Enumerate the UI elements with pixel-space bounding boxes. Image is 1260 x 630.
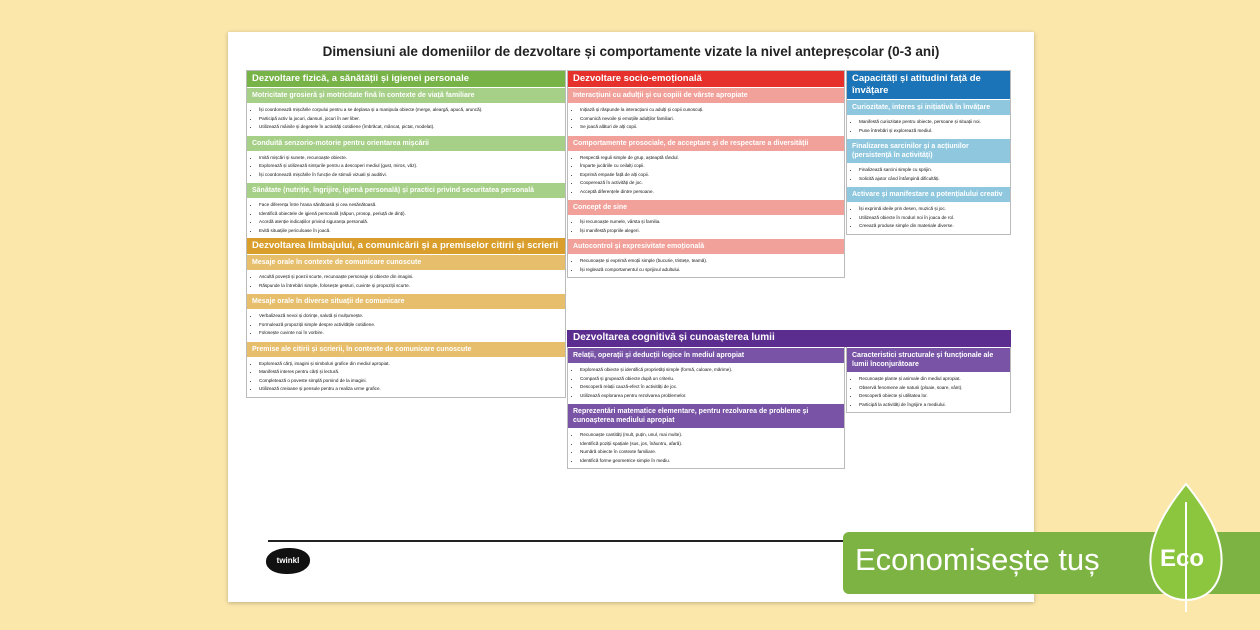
eco-badge: Eco xyxy=(1160,545,1205,572)
bullet-item: • Exprimă empatie față de alți copii. xyxy=(580,171,839,178)
bullet-list xyxy=(247,151,565,183)
column-2 xyxy=(567,70,845,278)
section-subheader: Mesaje orale în diverse situații de comunicare xyxy=(247,293,565,309)
section-subheader: Reprezentări matematice elementare, pentru rezolvarea de probleme și cunoașterea mediului apropiat xyxy=(568,403,844,428)
bullet-item: • Cooperează în activități de joc. xyxy=(580,179,839,186)
bullet-list xyxy=(247,357,565,397)
domain-header: Dezvoltare socio-emoțională xyxy=(568,71,844,87)
bullet-item: • Compară și grupează obiecte după un criteriu. xyxy=(580,375,839,382)
bullet-item: • Utilizează obiecte în moduri noi în joaca de rol. xyxy=(859,214,1005,221)
worksheet-preview xyxy=(228,32,1034,602)
domain-header: Capacități și atitudini față de învățare xyxy=(847,71,1010,99)
column-3 xyxy=(846,70,1011,235)
bullet-item: • Numără obiecte în contexte familiare. xyxy=(580,448,839,455)
bullet-item: • Pune întrebări și explorează mediul. xyxy=(859,127,1005,134)
bullet-list xyxy=(568,215,844,238)
bullet-item: • Își exprimă ideile prin desen, muzică și joc. xyxy=(859,205,1005,212)
bullet-item: • Evită situațiile periculoase în joacă. xyxy=(259,227,560,234)
bullet-item: • Își coordonează mișcările în funcție de stimuli vizuali și auditivi. xyxy=(259,171,560,178)
bullet-item: • Recunoaște cantități (mult, puțin, unul, mai multe). xyxy=(580,431,839,438)
bullet-item: • Descoperă relații cauză-efect în activități de joc. xyxy=(580,383,839,390)
eco-banner-label: Economisește tuș xyxy=(855,542,1100,577)
bullet-item: • Împarte jucăriile cu ceilalți copii. xyxy=(580,162,839,169)
section-subheader: Premise ale citirii și scrierii, în contexte de comunicare cunoscute xyxy=(247,341,565,357)
bullet-item: • Finalizează sarcini simple cu sprijin. xyxy=(859,166,1005,173)
bullet-item: • Formulează propoziții simple despre activitățile cotidiene. xyxy=(259,321,560,328)
bullet-list xyxy=(247,309,565,341)
bullet-item: • Observă fenomene ale naturii (ploaie, soare, vânt). xyxy=(859,384,1005,391)
cognitive-left xyxy=(567,347,845,469)
bullet-item: • Folosește cuvinte noi în vorbire. xyxy=(259,329,560,336)
bullet-list xyxy=(247,270,565,293)
bullet-list xyxy=(568,428,844,468)
bullet-item: • Recunoaște plante și animale din mediul apropiat. xyxy=(859,375,1005,382)
bullet-list xyxy=(847,372,1010,412)
bullet-item: • Își reglează comportamentul cu sprijinul adultului. xyxy=(580,266,839,273)
bullet-item: • Identifică forme geometrice simple în mediu. xyxy=(580,457,839,464)
section-subheader: Finalizarea sarcinilor și a acțiunilor (persistență în activități) xyxy=(847,138,1010,163)
bullet-list xyxy=(847,202,1010,234)
column-1 xyxy=(246,70,566,398)
bullet-item: • Utilizează mâinile și degetele în activități cotidiene (îmbrăcat, mâncat, pictat, modelat). xyxy=(259,123,560,130)
bullet-item: • Participă activ la jocuri, dansuri, jocuri în aer liber. xyxy=(259,115,560,122)
bullet-item: • Face diferența între hrana sănătoasă și cea nesănătoasă. xyxy=(259,201,560,208)
bullet-list xyxy=(568,103,844,135)
section-subheader: Caracteristici structurale și funcționale ale lumii înconjurătoare xyxy=(847,347,1010,372)
section-subheader: Concept de sine xyxy=(568,199,844,215)
bullet-item: • Comunică nevoile și emoțiile adulților familiari. xyxy=(580,115,839,122)
bullet-item: • Descoperă obiecte și utilitatea lor. xyxy=(859,392,1005,399)
section-subheader: Sănătate (nutriție, îngrijire, igienă personală) și practici privind securitatea personală xyxy=(247,182,565,198)
bullet-item: • Solicită ajutor când întâmpină dificultăți. xyxy=(859,175,1005,182)
section-subheader: Interacțiuni cu adulții și cu copiii de vârste apropiate xyxy=(568,87,844,103)
twinkl-logo: twinkl xyxy=(266,548,310,574)
bullet-item: • Inițiază și răspunde la interacțiuni cu adulți și copii cunoscuți. xyxy=(580,106,839,113)
bullet-item: • Își manifestă propriile alegeri. xyxy=(580,227,839,234)
section-subheader: Autocontrol și expresivitate emoțională xyxy=(568,238,844,254)
bullet-item: • Își coordonează mișcările corpului pentru a se deplasa și a manipula obiecte (merge, aleargă, apucă, aruncă). xyxy=(259,106,560,113)
worksheet-title: Dimensiuni ale domeniilor de dezvoltare și comportamente vizate la nivel antepreșcolar (0-3 ani) xyxy=(322,44,940,59)
bullet-item: • Recunoaște și exprimă emoții simple (bucurie, tristețe, teamă). xyxy=(580,257,839,264)
bullet-item: • Explorează obiecte și identifică proprietăți simple (formă, culoare, mărime). xyxy=(580,366,839,373)
cognitive-right xyxy=(846,347,1011,413)
bullet-item: • Imită mișcări și sunete, recunoaște obiecte. xyxy=(259,154,560,161)
bullet-item: • Utilizează creioane și pensule pentru a realiza urme grafice. xyxy=(259,385,560,392)
bullet-item: • Acordă atenție indicațiilor privind siguranța personală. xyxy=(259,218,560,225)
domain-header: Dezvoltarea limbajului, a comunicării și a premiselor citirii și scrierii xyxy=(247,238,565,254)
bullet-item: • Ascultă povești și poezii scurte, recunoaște personaje și obiecte din imagini. xyxy=(259,273,560,280)
bullet-item: • Creează produse simple din materiale diverse. xyxy=(859,222,1005,229)
bullet-item: • Manifestă interes pentru cărți și lectură. xyxy=(259,368,560,375)
bullet-list xyxy=(247,103,565,135)
bullet-list xyxy=(847,115,1010,138)
section-subheader: Motricitate grosieră și motricitate fină în contexte de viață familiare xyxy=(247,87,565,103)
bullet-item: • Utilizează explorarea pentru rezolvarea problemelor. xyxy=(580,392,839,399)
bullet-item: • Acceptă diferențele dintre persoane. xyxy=(580,188,839,195)
section-subheader: Curiozitate, interes și inițiativă în învățare xyxy=(847,99,1010,115)
bullet-item: • Identifică poziții spațiale (sus, jos, înăuntru, afară). xyxy=(580,440,839,447)
bullet-list xyxy=(568,363,844,403)
bullet-item: • Manifestă curiozitate pentru obiecte, persoane și situații noi. xyxy=(859,118,1005,125)
cognitive-header: Dezvoltarea cognitivă și cunoașterea lumii xyxy=(567,330,1011,347)
bullet-item: • Participă la activități de îngrijire a mediului. xyxy=(859,401,1005,408)
bullet-item: • Se joacă alături de alți copii. xyxy=(580,123,839,130)
section-subheader: Relații, operații și deducții logice în mediul apropiat xyxy=(568,347,844,363)
bullet-item: • Explorează și utilizează simțurile pentru a descoperi mediul (gust, miros, văz). xyxy=(259,162,560,169)
bullet-item: • Explorează cărți, imagini și simboluri grafice din mediul apropiat. xyxy=(259,360,560,367)
domain-header: Dezvoltare fizică, a sănătății și igienei personale xyxy=(247,71,565,87)
bullet-item: • Își recunoaște numele, vârsta și familia. xyxy=(580,218,839,225)
bullet-item: • Respectă reguli simple de grup, așteaptă rândul. xyxy=(580,154,839,161)
bullet-item: • Verbalizează nevoi și dorințe, salută și mulțumește. xyxy=(259,312,560,319)
bullet-item: • Identifică obiectele de igienă personală (săpun, prosop, periuță de dinți). xyxy=(259,210,560,217)
section-subheader: Comportamente prosociale, de acceptare și de respectare a diversității xyxy=(568,135,844,151)
bullet-item: • Răspunde la întrebări simple, folosește gesturi, cuvinte și propoziții scurte. xyxy=(259,282,560,289)
bullet-list xyxy=(847,163,1010,186)
footer-divider xyxy=(268,540,848,542)
section-subheader: Activare și manifestare a potențialului creativ xyxy=(847,186,1010,202)
bullet-list xyxy=(568,254,844,277)
section-subheader: Mesaje orale în contexte de comunicare cunoscute xyxy=(247,254,565,270)
section-subheader: Conduită senzorio-motorie pentru orientarea mișcării xyxy=(247,135,565,151)
bullet-item: • Completează o poveste simplă pornind de la imagini. xyxy=(259,377,560,384)
bullet-list xyxy=(568,151,844,200)
bullet-list xyxy=(247,198,565,238)
